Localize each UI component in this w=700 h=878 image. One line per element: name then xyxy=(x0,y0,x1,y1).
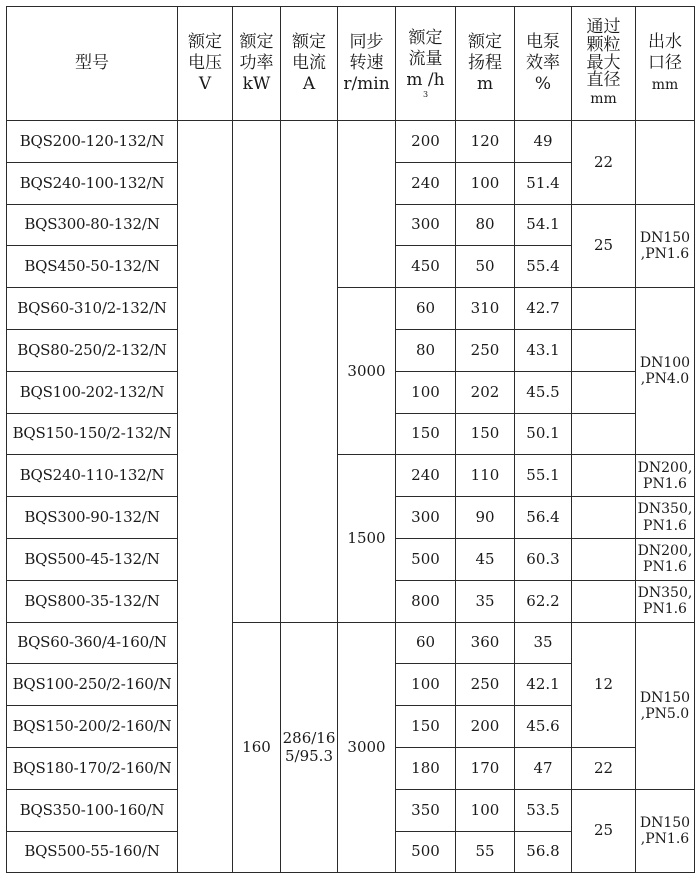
header-flow-line2: 流量 xyxy=(408,48,443,69)
header-model xyxy=(7,7,178,121)
header-particle-line1: 通过 xyxy=(586,16,621,37)
header-voltage-line1: 额定 xyxy=(188,31,222,52)
particle-size-cell: 12 xyxy=(572,622,636,747)
outlet-pressure: PN1.6 xyxy=(643,517,687,534)
particle-size-cell xyxy=(572,413,636,455)
model-cell: BQS350-100-160/N xyxy=(7,789,178,831)
header-outlet-line2: 口径 xyxy=(648,52,682,73)
header-particle xyxy=(572,7,636,121)
model-cell: BQS150-150/2-132/N xyxy=(7,413,178,455)
outlet-cell xyxy=(636,538,695,580)
outlet-cell xyxy=(636,455,695,497)
flow-cell: 80 xyxy=(396,329,456,371)
efficiency-cell: 55.1 xyxy=(515,455,572,497)
flow-cell: 240 xyxy=(396,455,456,497)
header-efficiency-line1: 电泵 xyxy=(526,31,560,52)
outlet-cell xyxy=(636,121,695,205)
flow-cell: 180 xyxy=(396,747,456,789)
head-cell: 35 xyxy=(456,580,515,622)
model-cell: BQS450-50-132/N xyxy=(7,246,178,288)
header-row xyxy=(7,7,695,121)
current-cell xyxy=(281,121,338,623)
header-head-line2: 扬程 xyxy=(468,52,502,73)
efficiency-cell: 45.5 xyxy=(515,371,572,413)
flow-cell: 60 xyxy=(396,622,456,664)
head-cell: 50 xyxy=(456,246,515,288)
speed-cell: 3000 xyxy=(338,288,396,455)
header-model-label: 型号 xyxy=(75,52,109,73)
model-cell: BQS100-202-132/N xyxy=(7,371,178,413)
head-cell: 250 xyxy=(456,664,515,706)
flow-cell: 450 xyxy=(396,246,456,288)
particle-size-cell xyxy=(572,371,636,413)
head-cell: 360 xyxy=(456,622,515,664)
flow-cell: 300 xyxy=(396,204,456,246)
model-cell: BQS500-45-132/N xyxy=(7,538,178,580)
particle-size-cell xyxy=(572,497,636,539)
model-cell: BQS240-100-132/N xyxy=(7,162,178,204)
header-particle-line2: 颗粒 xyxy=(586,34,621,55)
current-cell xyxy=(281,622,338,873)
header-flow-unit: m /h xyxy=(406,70,445,91)
particle-size-cell: 22 xyxy=(572,121,636,205)
model-cell: BQS100-250/2-160/N xyxy=(7,664,178,706)
model-cell: BQS200-120-132/N xyxy=(7,121,178,163)
outlet-size: DN200, xyxy=(637,459,693,476)
header-current-line1: 额定 xyxy=(292,31,326,52)
efficiency-cell: 45.6 xyxy=(515,706,572,748)
header-current-line2: 电流 xyxy=(292,52,326,73)
flow-cell: 350 xyxy=(396,789,456,831)
current-value-line1: 286/16 xyxy=(282,729,336,748)
table-row xyxy=(7,121,695,163)
model-cell: BQS240-110-132/N xyxy=(7,455,178,497)
header-power xyxy=(233,7,281,121)
head-cell: 110 xyxy=(456,455,515,497)
model-cell: BQS180-170/2-160/N xyxy=(7,747,178,789)
header-head xyxy=(456,7,515,121)
model-cell: BQS300-80-132/N xyxy=(7,204,178,246)
outlet-cell xyxy=(636,204,695,288)
header-flow-line1: 额定 xyxy=(408,27,443,48)
model-cell: BQS60-310/2-132/N xyxy=(7,288,178,330)
header-outlet-unit: mm xyxy=(651,77,679,94)
particle-size-cell: 22 xyxy=(572,747,636,789)
outlet-cell xyxy=(636,497,695,539)
header-head-line1: 额定 xyxy=(468,31,502,52)
header-flow-unit-superscript: 3 xyxy=(422,90,429,100)
header-outlet xyxy=(636,7,695,121)
header-efficiency-line2: 效率 xyxy=(526,52,560,73)
header-power-unit: kW xyxy=(242,74,271,95)
header-speed xyxy=(338,7,396,121)
header-flow xyxy=(396,7,456,121)
flow-cell: 500 xyxy=(396,538,456,580)
efficiency-cell: 54.1 xyxy=(515,204,572,246)
efficiency-cell: 42.7 xyxy=(515,288,572,330)
header-speed-line2: 转速 xyxy=(349,52,384,73)
flow-cell: 300 xyxy=(396,497,456,539)
particle-size-cell xyxy=(572,288,636,330)
speed-cell xyxy=(338,121,396,288)
header-current xyxy=(281,7,338,121)
outlet-size: DN150 xyxy=(639,689,691,706)
head-cell: 170 xyxy=(456,747,515,789)
particle-size-cell xyxy=(572,580,636,622)
efficiency-cell: 60.3 xyxy=(515,538,572,580)
head-cell: 100 xyxy=(456,162,515,204)
header-outlet-line1: 出水 xyxy=(648,31,682,52)
outlet-size: DN150 xyxy=(639,229,691,246)
outlet-cell xyxy=(636,580,695,622)
current-value-line2: 5/95.3 xyxy=(285,747,333,766)
flow-cell: 150 xyxy=(396,706,456,748)
header-voltage-unit: V xyxy=(198,74,212,95)
model-cell: BQS800-35-132/N xyxy=(7,580,178,622)
head-cell: 90 xyxy=(456,497,515,539)
model-cell: BQS300-90-132/N xyxy=(7,497,178,539)
head-cell: 120 xyxy=(456,121,515,163)
outlet-pressure: PN1.6 xyxy=(643,601,687,618)
head-cell: 202 xyxy=(456,371,515,413)
flow-cell: 60 xyxy=(396,288,456,330)
outlet-pressure: ,PN4.0 xyxy=(640,371,690,388)
particle-size-cell xyxy=(572,538,636,580)
efficiency-cell: 53.5 xyxy=(515,789,572,831)
outlet-size: DN200, xyxy=(637,543,693,560)
speed-cell: 1500 xyxy=(338,455,396,622)
efficiency-cell: 47 xyxy=(515,747,572,789)
outlet-size: DN350, xyxy=(637,501,693,518)
particle-size-cell: 25 xyxy=(572,204,636,288)
outlet-cell xyxy=(636,288,695,455)
efficiency-cell: 42.1 xyxy=(515,664,572,706)
efficiency-cell: 55.4 xyxy=(515,246,572,288)
outlet-pressure: ,PN5.0 xyxy=(640,705,690,722)
efficiency-cell: 56.4 xyxy=(515,497,572,539)
head-cell: 150 xyxy=(456,413,515,455)
outlet-pressure: PN1.6 xyxy=(643,559,687,576)
model-cell: BQS150-200/2-160/N xyxy=(7,706,178,748)
header-particle-line4: 直径 xyxy=(586,70,621,91)
efficiency-cell: 43.1 xyxy=(515,329,572,371)
particle-size-cell xyxy=(572,329,636,371)
efficiency-cell: 62.2 xyxy=(515,580,572,622)
head-cell: 100 xyxy=(456,789,515,831)
header-voltage-line2: 电压 xyxy=(188,52,222,73)
outlet-cell xyxy=(636,622,695,789)
flow-cell: 100 xyxy=(396,371,456,413)
efficiency-cell: 50.1 xyxy=(515,413,572,455)
header-power-line2: 功率 xyxy=(239,52,274,73)
header-efficiency xyxy=(515,7,572,121)
flow-cell: 150 xyxy=(396,413,456,455)
spec-table-container xyxy=(6,6,695,873)
head-cell: 250 xyxy=(456,329,515,371)
header-speed-line1: 同步 xyxy=(349,31,384,52)
header-particle-unit: mm xyxy=(590,91,617,108)
power-cell xyxy=(233,121,281,623)
head-cell: 45 xyxy=(456,538,515,580)
flow-cell: 100 xyxy=(396,664,456,706)
header-voltage xyxy=(178,7,233,121)
model-cell: BQS500-55-160/N xyxy=(7,831,178,873)
power-cell: 160 xyxy=(233,622,281,873)
particle-size-cell: 25 xyxy=(572,789,636,873)
head-cell: 200 xyxy=(456,706,515,748)
head-cell: 80 xyxy=(456,204,515,246)
table-row xyxy=(7,455,695,497)
table-row xyxy=(7,622,695,664)
flow-cell: 200 xyxy=(396,121,456,163)
efficiency-cell: 35 xyxy=(515,622,572,664)
efficiency-cell: 56.8 xyxy=(515,831,572,873)
efficiency-cell: 51.4 xyxy=(515,162,572,204)
header-speed-unit: r/min xyxy=(343,74,390,95)
head-cell: 310 xyxy=(456,288,515,330)
voltage-cell xyxy=(178,121,233,873)
outlet-size: DN100 xyxy=(639,355,691,372)
speed-cell: 3000 xyxy=(338,622,396,873)
header-particle-line3: 最大 xyxy=(586,52,621,73)
pump-spec-table xyxy=(6,6,695,873)
outlet-size: DN350, xyxy=(637,585,693,602)
outlet-size: DN150 xyxy=(639,814,691,831)
outlet-pressure: PN1.6 xyxy=(643,475,687,492)
efficiency-cell: 49 xyxy=(515,121,572,163)
header-current-unit: A xyxy=(302,74,316,95)
outlet-cell xyxy=(636,789,695,873)
table-row xyxy=(7,288,695,330)
flow-cell: 500 xyxy=(396,831,456,873)
head-cell: 55 xyxy=(456,831,515,873)
model-cell: BQS60-360/4-160/N xyxy=(7,622,178,664)
header-efficiency-unit: % xyxy=(534,74,552,95)
header-head-unit: m xyxy=(476,74,494,95)
header-power-line1: 额定 xyxy=(239,31,274,52)
model-cell: BQS80-250/2-132/N xyxy=(7,329,178,371)
outlet-pressure: ,PN1.6 xyxy=(640,245,690,262)
outlet-pressure: ,PN1.6 xyxy=(640,831,690,848)
flow-cell: 240 xyxy=(396,162,456,204)
flow-cell: 800 xyxy=(396,580,456,622)
particle-size-cell xyxy=(572,455,636,497)
